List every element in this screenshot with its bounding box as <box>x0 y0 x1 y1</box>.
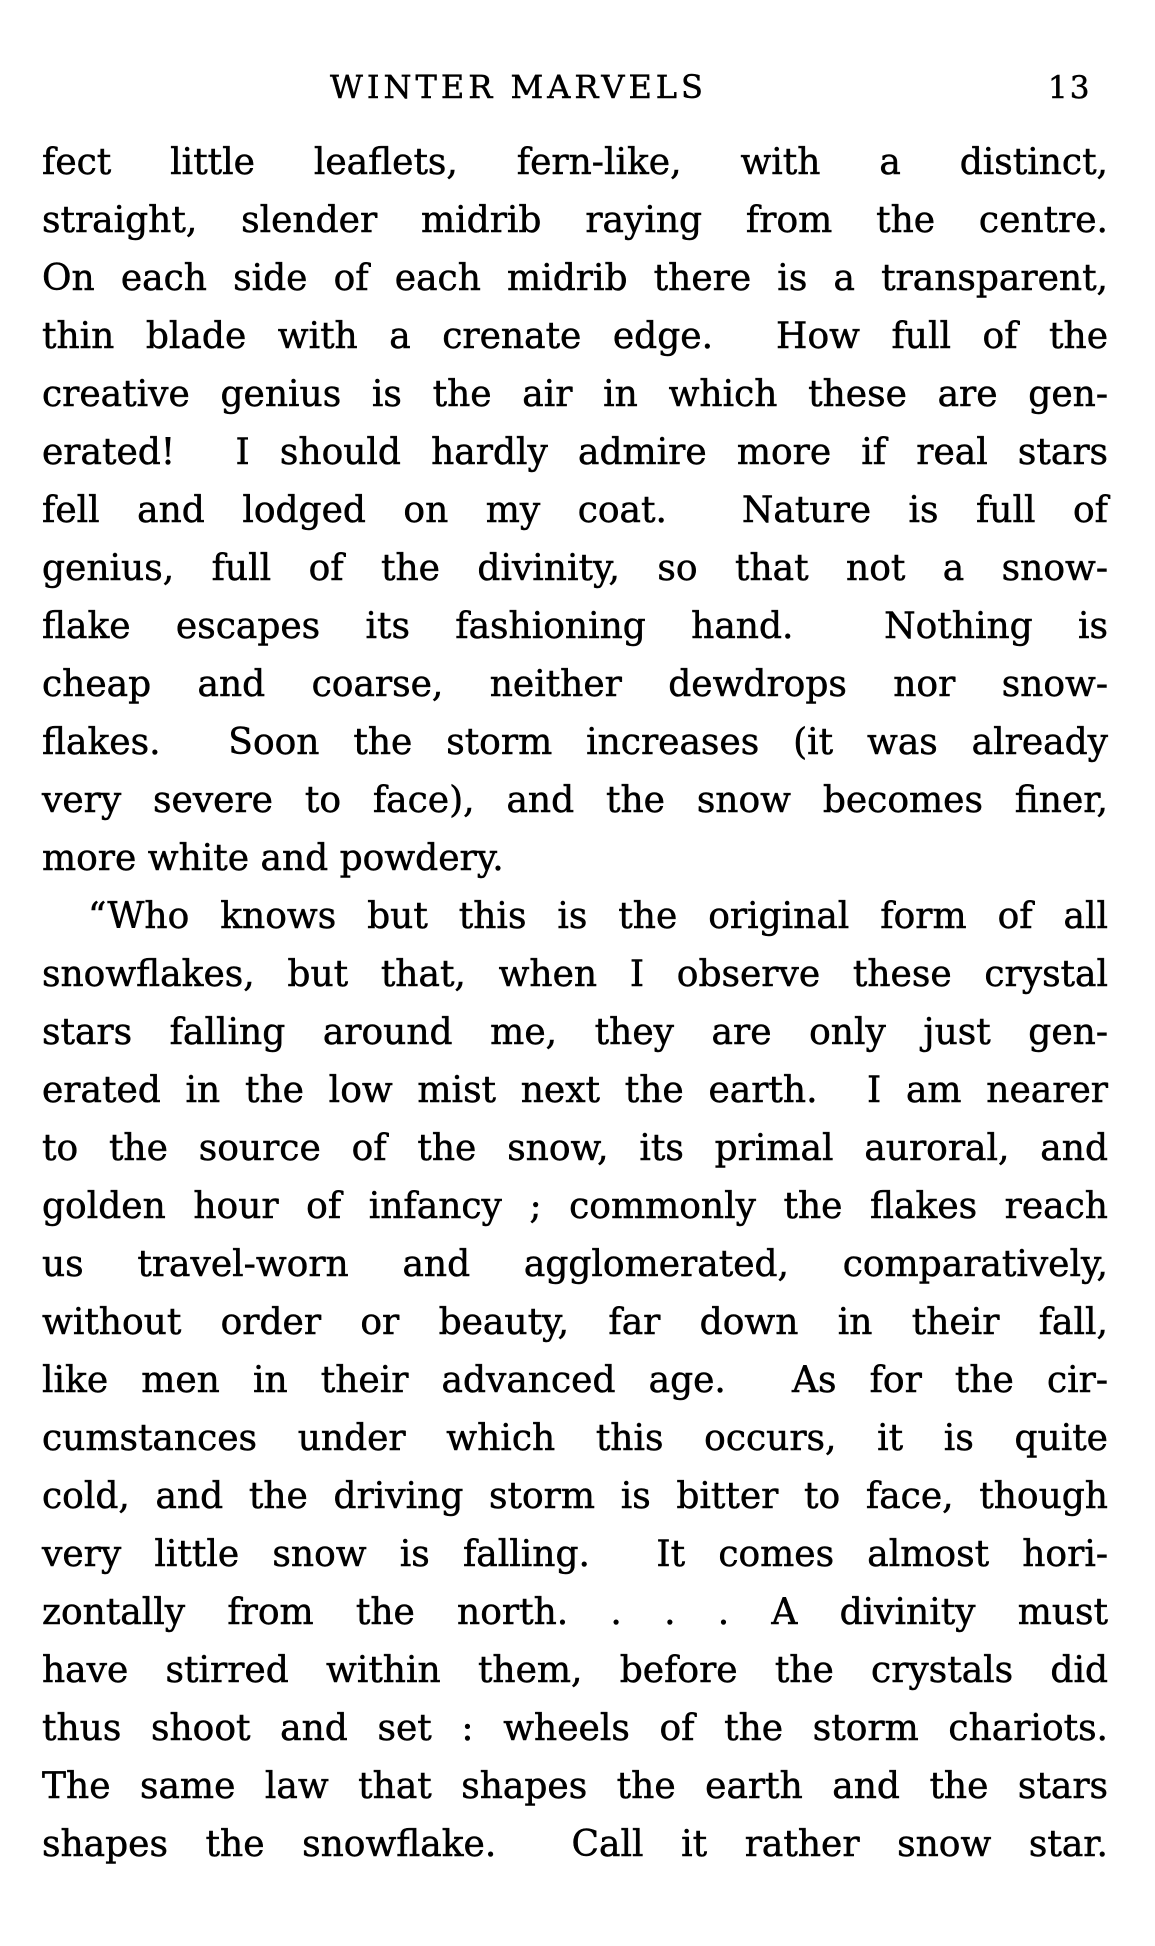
text-line: to the source of the snow, its primal auroral, and <box>42 1128 1108 1169</box>
text-line: “Who knows but this is the original form of all <box>88 896 1108 937</box>
text-line: stars falling around me, they are only just gen- <box>42 1012 1108 1053</box>
text-line: thin blade with a crenate edge. How full of the <box>42 316 1108 357</box>
text-line: zontally from the north. . . . A divinity must <box>42 1592 1108 1633</box>
text-line: snowflakes, but that, when I observe these crystal <box>42 954 1108 995</box>
text-line: On each side of each midrib there is a transparent, <box>42 258 1108 299</box>
text-line: flake escapes its fashioning hand. Nothing is <box>42 606 1108 647</box>
text-block <box>42 134 1108 1874</box>
text-line: The same law that shapes the earth and the stars <box>42 1766 1108 1807</box>
text-line: have stirred within them, before the crystals did <box>42 1650 1108 1691</box>
text-line: straight, slender midrib raying from the centre. <box>42 200 1108 241</box>
text-line: very severe to face), and the snow becomes finer, <box>42 780 1108 821</box>
text-line: cheap and coarse, neither dewdrops nor snow- <box>42 664 1108 705</box>
page-number: 13 <box>1048 70 1092 106</box>
text-line: fell and lodged on my coat. Nature is full of <box>42 490 1108 531</box>
text-line: fect little leaflets, fern-like, with a distinct, <box>42 142 1108 183</box>
running-head-title: WINTER MARVELS <box>330 68 707 106</box>
text-line: without order or beauty, far down in their fall, <box>42 1302 1108 1343</box>
text-line: cold, and the driving storm is bitter to face, though <box>42 1476 1108 1517</box>
text-line: cumstances under which this occurs, it is quite <box>42 1418 1108 1459</box>
paragraph <box>42 888 1108 1874</box>
text-line: us travel-worn and agglomerated, comparatively, <box>42 1244 1108 1285</box>
text-line: shapes the snowflake. Call it rather snow star. <box>42 1824 1108 1865</box>
text-line: like men in their advanced age. As for the cir- <box>42 1360 1108 1401</box>
text-line: erated! I should hardly admire more if real stars <box>42 432 1108 473</box>
text-line: flakes. Soon the storm increases (it was already <box>42 722 1108 763</box>
text-line: creative genius is the air in which these are gen- <box>42 374 1108 415</box>
text-line: very little snow is falling. It comes almost hori- <box>42 1534 1108 1575</box>
text-line: thus shoot and set : wheels of the storm chariots. <box>42 1708 1108 1749</box>
text-line: more white and powdery. <box>42 838 504 879</box>
text-line: genius, full of the divinity, so that not a snow- <box>42 548 1108 589</box>
paragraph <box>42 134 1108 888</box>
text-line: golden hour of infancy ; commonly the flakes reach <box>42 1186 1108 1227</box>
text-line: erated in the low mist next the earth. I am nearer <box>42 1070 1108 1111</box>
